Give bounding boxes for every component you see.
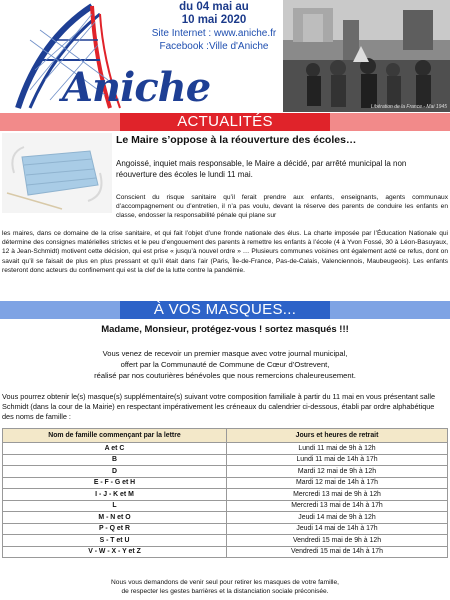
cell-pickup-time: Vendredi 15 mai de 9h à 12h: [227, 535, 448, 547]
cell-name-letters: M - N et O: [3, 512, 227, 524]
issue-dates-line1: du 04 mai au: [179, 1, 249, 13]
table-body: [3, 443, 448, 558]
table-row: [3, 454, 448, 466]
cell-pickup-time: Mardi 12 mai de 14h à 17h: [227, 477, 448, 489]
page-header: [0, 0, 450, 112]
cell-name-letters: I - J - K et M: [3, 489, 227, 501]
masques-banner-title: À VOS MASQUES...: [153, 301, 297, 318]
actualites-banner-title: ACTUALITÉS: [177, 113, 273, 130]
table-row: [3, 466, 448, 478]
masques-intro: [40, 348, 410, 381]
crowd-photo-icon: [283, 0, 450, 112]
surgical-mask-image: [2, 133, 112, 213]
header-info-block: [138, 1, 290, 53]
cell-pickup-time: Mardi 12 mai de 9h à 12h: [227, 466, 448, 478]
cell-pickup-time: Lundi 11 mai de 14h à 17h: [227, 454, 448, 466]
cell-name-letters: E - F - G et H: [3, 477, 227, 489]
table-row: [3, 546, 448, 558]
liberation-photo: [283, 0, 450, 112]
intro-line-2: offert par la Communauté de Commune de Cœur d’Ostrevent,: [120, 360, 330, 369]
article-paragraph-1: Angoissé, inquiet mais responsable, le Maire a décidé, par arrêté municipal la non réouverture des écoles le lundi 11 mai.: [116, 159, 407, 179]
cell-pickup-time: Jeudi 14 mai de 14h à 17h: [227, 523, 448, 535]
cell-name-letters: B: [3, 454, 227, 466]
table-row: [3, 512, 448, 524]
cell-name-letters: L: [3, 500, 227, 512]
logo-wordmark: Aniche: [62, 64, 211, 111]
face-mask-icon: [2, 133, 112, 213]
footer-line-1: Nous vous demandons de venir seul pour retirer les masques de votre famille,: [111, 579, 339, 586]
intro-line-3: réalisé par nos couturières bénévoles que nous remercions chaleureusement.: [94, 371, 356, 380]
table-row: [3, 443, 448, 455]
issue-dates-line2: 10 mai 2020: [181, 14, 247, 26]
cell-pickup-time: Lundi 11 mai de 9h à 12h: [227, 443, 448, 455]
mask-pickup-schedule-table: [2, 428, 448, 558]
masques-banner: [0, 301, 450, 319]
actualites-banner: [0, 113, 450, 131]
masques-body-text: Vous pourrez obtenir le(s) masque(s) supplémentaire(s) suivant votre composition familiale à partir du 11 mai en vous présentant salle Schmidt (dans la cour de la Mairie) en respectant impérativement les créneaux du calendrier ci-dessous, établi par ordre alphabétique des noms de famille :: [2, 392, 436, 421]
intro-line-1: Vous venez de recevoir un premier masque avec votre journal municipal,: [102, 349, 348, 358]
table-row: [3, 477, 448, 489]
cell-name-letters: V - W - X - Y et Z: [3, 546, 227, 558]
cell-pickup-time: Vendredi 15 mai de 14h à 17h: [227, 546, 448, 558]
cell-pickup-time: Mercredi 13 mai de 9h à 12h: [227, 489, 448, 501]
masques-heading: Madame, Monsieur, protégez-vous ! sortez masqués !!!: [101, 324, 349, 335]
table-row: [3, 523, 448, 535]
website-link[interactable]: Site Internet : www.aniche.fr: [151, 28, 277, 39]
table-header-row: [3, 429, 448, 443]
footer-line-2: de respecter les gestes barrières et la distanciation sociale préconisée.: [121, 588, 329, 595]
article-paragraph-3: les maires, dans ce domaine de la crise sanitaire, et qui fait l’objet d’une fronde nationale des élus. La charte imposée par l’Éducation Nationale qui détermine des consignes matérielles strictes et le peu d’engouement des parents à remettre les enfants à l’école (4 à Yvon Fossé, 30 à Léon-Basuyaux, 12 à Jean-Schmidt) motivent cette décision, qui est prise « jusqu’à nouvel ordre » … Plusieurs communes voisines ont également acté ce refus, dont on savait qu’il se faisait de plus en plus pressant et qu’il était dans l’air (Paris, Île-de-France, Pas-de-Calais, Valenciennois, Maubeugeois). Les enfants resteront donc acteurs du confinement qui est la clef de la lutte contre la pandémie.: [2, 230, 448, 274]
facebook-link[interactable]: Facebook :Ville d'Aniche: [159, 41, 269, 52]
table-row: [3, 535, 448, 547]
cell-pickup-time: Jeudi 14 mai de 9h à 12h: [227, 512, 448, 524]
article-title: Le Maire s’oppose à la réouverture des écoles…: [116, 134, 357, 146]
article-paragraph-2: Conscient du risque sanitaire qu’il ferait prendre aux enfants, enseignants, agents communaux d’accompagnement ou d’entretien, il n’a pas voulu, devant la réserve des parents de conduire les enfants en classe, endosser la responsabilité pénale qui plane sur: [116, 194, 448, 220]
cell-name-letters: S - T et U: [3, 535, 227, 547]
cell-pickup-time: Mercredi 13 mai de 14h à 17h: [227, 500, 448, 512]
masques-footer: [30, 578, 420, 596]
column-header-name: Nom de famille commençant par la lettre: [3, 429, 227, 443]
column-header-schedule: Jours et heures de retrait: [227, 429, 448, 443]
cell-name-letters: D: [3, 466, 227, 478]
table-row: [3, 500, 448, 512]
cell-name-letters: P - Q et R: [3, 523, 227, 535]
cell-name-letters: A et C: [3, 443, 227, 455]
photo-caption: Libération de la France - Mai 1945: [370, 104, 447, 110]
table-row: [3, 489, 448, 501]
